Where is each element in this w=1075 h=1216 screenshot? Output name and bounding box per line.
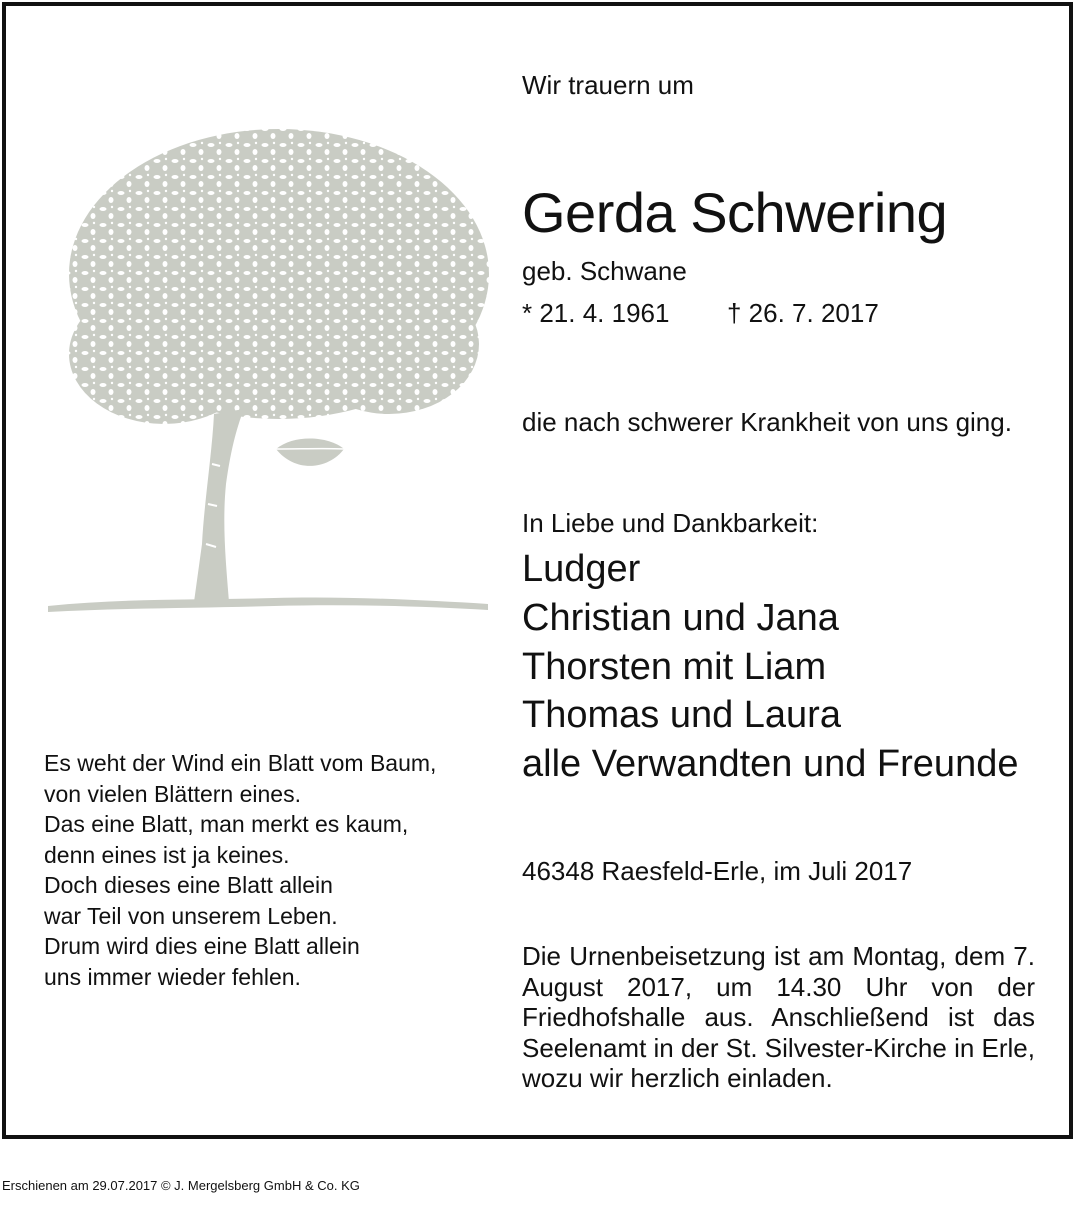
poem-line: war Teil von unserem Leben.	[44, 902, 338, 929]
mourner-name: Thorsten mit Liam	[522, 645, 827, 688]
poem	[44, 748, 436, 992]
poem-line: von vielen Blättern eines.	[44, 780, 301, 807]
poem-line: Das eine Blatt, man merkt es kaum,	[44, 811, 409, 837]
place-date: 46348 Raesfeld-Erle, im Juli 2017	[522, 856, 913, 886]
poem-line: Drum wird dies eine Blatt allein	[44, 933, 360, 959]
tree-illustration-icon	[44, 124, 490, 614]
deceased-name: Gerda Schwering	[522, 181, 948, 244]
poem-line: uns immer wieder fehlen.	[44, 963, 301, 990]
poem-line: denn eines ist ja keines.	[44, 841, 290, 868]
poem-line: Es weht der Wind ein Blatt vom Baum,	[44, 750, 437, 776]
publication-footer: Erschienen am 29.07.2017 © J. Mergelsberg GmbH & Co. KG	[2, 1178, 360, 1193]
death-date: † 26. 7. 2017	[727, 298, 879, 328]
message-text: die nach schwerer Krankheit von uns ging.	[522, 407, 1012, 437]
poem-line: Doch dieses eine Blatt allein	[44, 872, 333, 898]
mourner-name: alle Verwandten und Freunde	[522, 743, 1019, 786]
mourner-name: Christian und Jana	[522, 596, 839, 639]
mourners-intro: In Liebe und Dankbarkeit:	[522, 508, 819, 538]
intro-text: Wir trauern um	[522, 70, 694, 100]
mourner-name: Thomas und Laura	[522, 694, 841, 737]
birth-name: geb. Schwane	[522, 256, 687, 286]
funeral-notice: Die Urnenbeisetzung ist am Montag, dem 7. August 2017, um 14.30 Uhr von der Friedhofshalle aus. Anschließend ist das Seelenamt in der St. Silvester-Kirche in Erle, wozu wir herzlich einladen.	[522, 941, 1035, 1093]
mourner-name: Ludger	[522, 548, 641, 590]
birth-date: * 21. 4. 1961	[522, 298, 670, 328]
mourners-list	[522, 545, 1018, 789]
